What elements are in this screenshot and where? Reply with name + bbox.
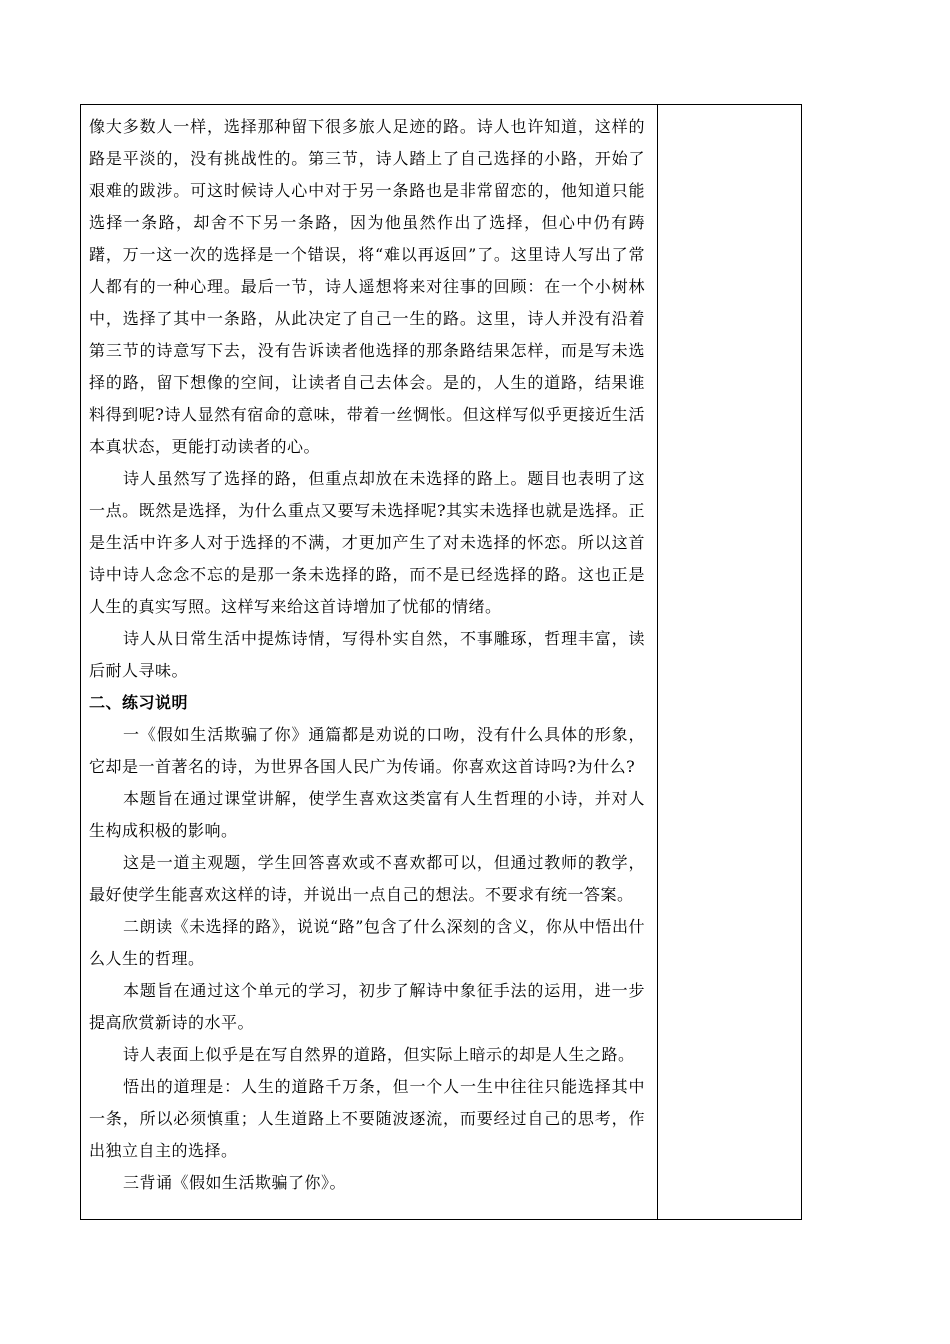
analysis-paragraph-2: 诗人虽然写了选择的路，但重点却放在未选择的路上。题目也表明了这一点。既然是选择，为什么重点又要写未选择呢?其实未选择也就是选择。正是生活中许多人对于选择的不满，才更加产生了对未选择的怀恋。所以这首诗中诗人念念不忘的是那一条未选择的路，而不是已经选择的路。这也正是人生的真实写照。这样写来给这首诗增加了忧郁的情绪。 bbox=[89, 469, 645, 616]
exercise-1-answer: 这是一道主观题，学生回答喜欢或不喜欢都可以，但通过教师的教学，最好使学生能喜欢这样的诗，并说出一点自己的想法。不要求有统一答案。 bbox=[89, 853, 645, 904]
exercise-1-question: 一《假如生活欺骗了你》通篇都是劝说的口吻，没有什么具体的形象，它却是一首著名的诗，为世界各国人民广为传诵。你喜欢这首诗吗?为什么? bbox=[89, 725, 645, 776]
section-heading: 二、练习说明 bbox=[89, 693, 189, 712]
exercise-2-aim: 本题旨在通过这个单元的学习，初步了解诗中象征手法的运用，进一步提高欣赏新诗的水平。 bbox=[89, 981, 645, 1032]
exercise-2-answer-1: 诗人表面上似乎是在写自然界的道路，但实际上暗示的却是人生之路。 bbox=[123, 1045, 635, 1064]
column-divider bbox=[657, 105, 658, 1219]
exercise-1-aim: 本题旨在通过课堂讲解，使学生喜欢这类富有人生哲理的小诗，并对人生构成积极的影响。 bbox=[89, 789, 645, 840]
exercise-3-question: 三背诵《假如生活欺骗了你》。 bbox=[123, 1173, 347, 1192]
analysis-paragraph-1: 像大多数人一样，选择那种留下很多旅人足迹的路。诗人也许知道，这样的路是平淡的，没有挑战性的。第三节，诗人踏上了自己选择的小路，开始了艰难的跋涉。可这时候诗人心中对于另一条路也是非常留恋的，他知道只能选择一条路，却舍不下另一条路，因为他虽然作出了选择，但心中仍有踌躇，万一这一次的选择是一个错误，将“难以再返回”了。这里诗人写出了常人都有的一种心理。最后一节，诗人遥想将来对往事的回顾：在一个小树林中，选择了其中一条路，从此决定了自己一生的路。这里，诗人并没有沿着第三节的诗意写下去，没有告诉读者他选择的那条路结果怎样，而是写未选择的路，留下想像的空间，让读者自己去体会。是的，人生的道路，结果谁料得到呢?诗人显然有宿命的意味，带着一丝惆怅。但这样写似乎更接近生活本真状态，更能打动读者的心。 bbox=[89, 117, 645, 456]
lesson-table bbox=[80, 104, 802, 1220]
exercise-2-question: 二朗读《未选择的路》，说说“路”包含了什么深刻的含义，你从中悟出什么人生的哲理。 bbox=[89, 917, 645, 968]
analysis-paragraph-3: 诗人从日常生活中提炼诗情，写得朴实自然，不事雕琢，哲理丰富，读后耐人寻味。 bbox=[89, 629, 645, 680]
main-cell bbox=[89, 111, 645, 1199]
exercise-2-answer-2: 悟出的道理是：人生的道路千万条，但一个人一生中往往只能选择其中一条，所以必须慎重；人生道路上不要随波逐流，而要经过自己的思考，作出独立自主的选择。 bbox=[89, 1077, 645, 1160]
